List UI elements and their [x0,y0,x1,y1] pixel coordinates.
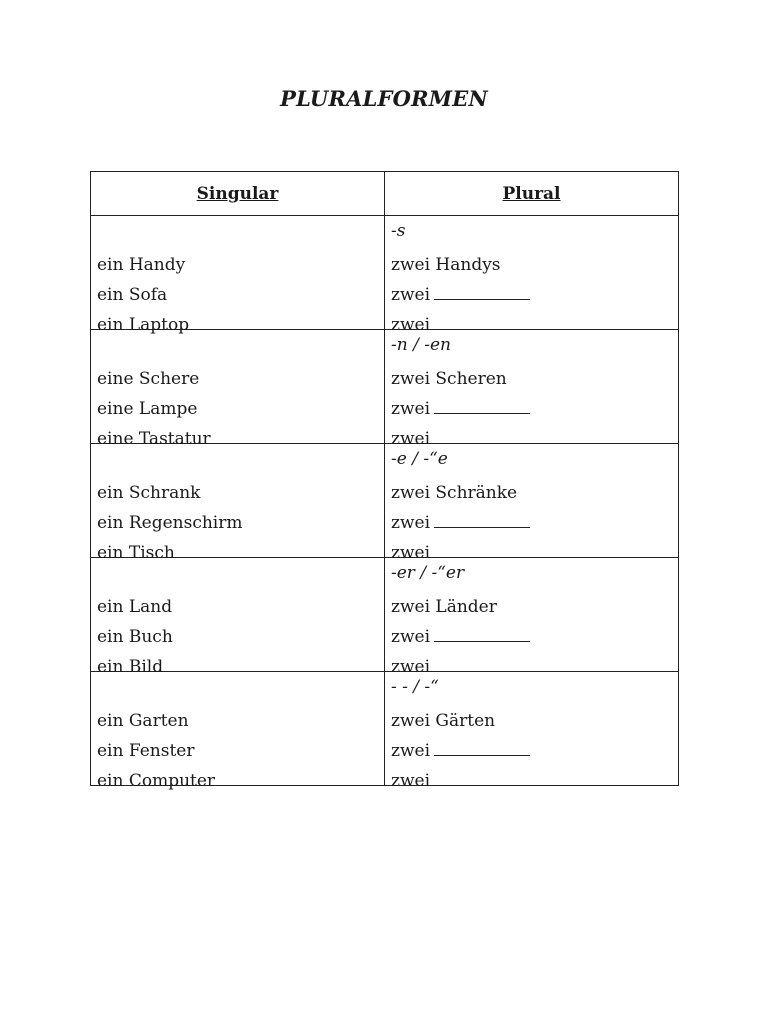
singular-word: eine Tastatur [97,429,211,449]
plural-ending: -n / -en [391,335,451,355]
plural-table [90,171,679,791]
blank-prefix: zwei [391,399,431,419]
blank-prefix: zwei [391,771,431,791]
plural-ending: -er / -“er [391,563,465,583]
blank-prefix: zwei [391,627,431,647]
blank-field[interactable] [434,539,530,558]
table-row [91,672,679,786]
plural-cell [385,216,679,335]
plural-cell [385,672,679,791]
plural-ending: -s [391,221,406,241]
plural-example: zwei Länder [391,597,497,617]
plural-example: zwei Gärten [391,711,496,731]
singular-word: ein Computer [97,771,216,791]
singular-word: ein Handy [97,255,186,275]
singular-cell [91,330,385,449]
plural-header: Plural [385,172,679,216]
singular-cell [91,672,385,791]
singular-word: ein Land [97,597,173,617]
plural-cell [385,558,679,677]
plural-example: zwei Schränke [391,483,518,503]
table-row [91,558,679,672]
blank-prefix: zwei [391,513,431,533]
singular-word: ein Tisch [97,543,175,563]
header-row [91,172,679,216]
fill-in-line [391,622,678,652]
table-row [91,216,679,330]
singular-word: ein Laptop [97,315,190,335]
fill-in-line [391,508,678,538]
fill-in-line [391,766,678,796]
singular-word: ein Sofa [97,285,168,305]
blank-field[interactable] [434,395,530,414]
blank-field[interactable] [434,509,530,528]
singular-cell [91,444,385,563]
singular-word: eine Lampe [97,399,198,419]
singular-word: ein Buch [97,627,173,647]
blank-prefix: zwei [391,741,431,761]
blank-prefix: zwei [391,315,431,335]
blank-field[interactable] [434,623,530,642]
plural-ending: - - / -“ [391,677,439,697]
blank-field[interactable] [434,425,530,444]
plural-example: zwei Handys [391,255,501,275]
singular-word: ein Fenster [97,741,195,761]
singular-word: ein Garten [97,711,189,731]
plural-cell [385,444,679,563]
blank-field[interactable] [434,737,530,756]
blank-prefix: zwei [391,429,431,449]
plural-cell [385,330,679,449]
fill-in-line [391,736,678,766]
blank-field[interactable] [434,311,530,330]
page-title: PLURALFORMEN [280,86,488,111]
singular-word: ein Schrank [97,483,201,503]
singular-word: ein Regenschirm [97,513,243,533]
singular-header: Singular [91,172,385,216]
singular-cell [91,558,385,677]
table-row [91,330,679,444]
blank-prefix: zwei [391,657,431,677]
blank-field[interactable] [434,767,530,786]
plural-example: zwei Scheren [391,369,507,389]
blank-prefix: zwei [391,543,431,563]
singular-cell [91,216,385,335]
fill-in-line [391,280,678,310]
plural-ending: -e / -“e [391,449,448,469]
fill-in-line [391,394,678,424]
blank-prefix: zwei [391,285,431,305]
blank-field[interactable] [434,281,530,300]
table-row [91,444,679,558]
blank-field[interactable] [434,653,530,672]
singular-word: ein Bild [97,657,164,677]
singular-word: eine Schere [97,369,200,389]
